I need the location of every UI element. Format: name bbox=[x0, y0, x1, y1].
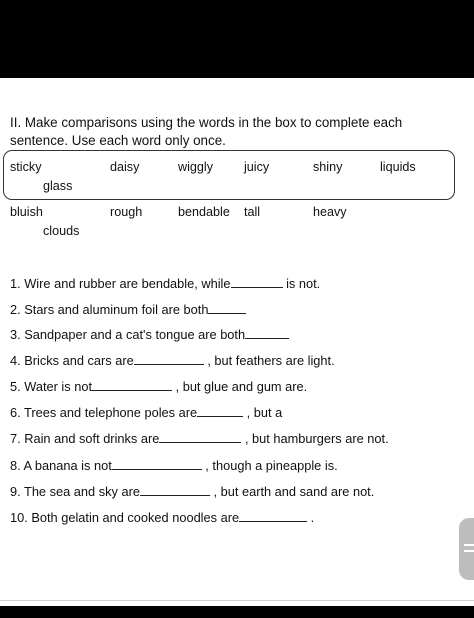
grip-line-icon bbox=[464, 544, 474, 546]
answer-blank-9[interactable] bbox=[140, 484, 210, 496]
bottom-black-bar bbox=[0, 606, 474, 618]
word-bendable: bendable bbox=[178, 205, 230, 219]
answer-blank-4[interactable] bbox=[134, 353, 204, 365]
word-tall: tall bbox=[244, 205, 261, 219]
word-liquids: liquids bbox=[380, 160, 416, 174]
instructions-line-1: II. Make comparisons using the words in the box to complete each bbox=[10, 115, 403, 130]
question-1: 1. Wire and rubber are bendable, while is not. bbox=[10, 276, 321, 291]
question-9: 9. The sea and sky are , but earth and sand are not. bbox=[10, 484, 375, 499]
question-6: 6. Trees and telephone poles are , but a bbox=[10, 405, 283, 420]
answer-blank-6[interactable] bbox=[197, 405, 243, 417]
question-3: 3. Sandpaper and a cat's tongue are both bbox=[10, 327, 289, 343]
word-clouds: clouds bbox=[43, 224, 80, 238]
answer-blank-7[interactable] bbox=[159, 431, 241, 443]
answer-blank-2[interactable] bbox=[208, 302, 246, 314]
question-5: 5. Water is not , but glue and gum are. bbox=[10, 379, 308, 394]
word-daisy: daisy bbox=[110, 160, 140, 174]
question-4: 4. Bricks and cars are , but feathers are light. bbox=[10, 353, 335, 368]
bottom-divider bbox=[0, 600, 474, 601]
word-glass: glass bbox=[43, 179, 73, 193]
instructions bbox=[10, 114, 450, 150]
answer-blank-5[interactable] bbox=[92, 379, 172, 391]
question-2: 2. Stars and aluminum foil are both bbox=[10, 302, 246, 318]
scroll-handle[interactable] bbox=[459, 518, 474, 580]
answer-blank-1[interactable] bbox=[231, 276, 283, 288]
grip-line-icon bbox=[464, 550, 474, 552]
question-10: 10. Both gelatin and cooked noodles are . bbox=[10, 510, 315, 525]
word-bluish: bluish bbox=[10, 205, 43, 219]
question-7: 7. Rain and soft drinks are , but hamburgers are not. bbox=[10, 431, 389, 446]
answer-blank-3[interactable] bbox=[245, 327, 289, 339]
word-rough: rough bbox=[110, 205, 143, 219]
question-8: 8. A banana is not , though a pineapple is. bbox=[10, 458, 338, 473]
word-heavy: heavy bbox=[313, 205, 347, 219]
word-shiny: shiny bbox=[313, 160, 343, 174]
word-sticky: sticky bbox=[10, 160, 42, 174]
answer-blank-8[interactable] bbox=[112, 458, 202, 470]
instructions-line-2: sentence. Use each word only once. bbox=[10, 133, 226, 148]
answer-blank-10[interactable] bbox=[239, 510, 307, 522]
top-black-bar bbox=[0, 0, 474, 78]
word-juicy: juicy bbox=[244, 160, 270, 174]
word-wiggly: wiggly bbox=[178, 160, 213, 174]
